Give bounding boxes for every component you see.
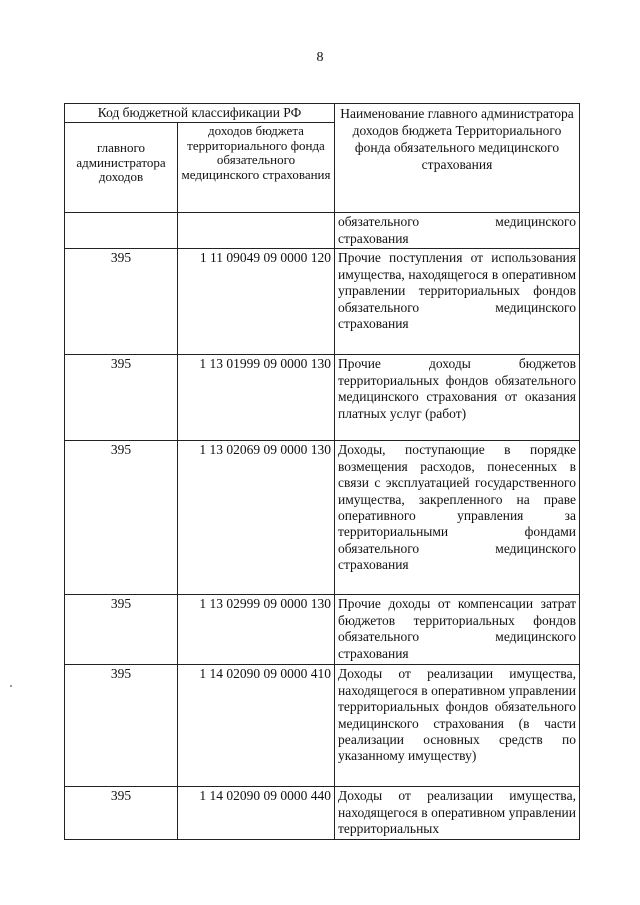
cell-admin-code: 395 [65, 249, 178, 355]
cell-income-name: Доходы, поступающие в порядке возмещения расходов, понесенных в связи с эксплуатацией государственного имущества, закрепленного на праве оперативного управления за территориальными фондами обязательного медицинского страхования [335, 441, 580, 595]
cell-income-code: 1 14 02090 09 0000 440 [178, 787, 335, 839]
cell-income-code: 1 13 01999 09 0000 130 [178, 355, 335, 441]
cell-income-name: обязательного медицинского страхования [335, 213, 580, 249]
header-col-admin: главного администратора доходов [65, 123, 178, 213]
table-row [65, 249, 580, 355]
budget-classification-table [64, 103, 580, 840]
cell-admin-code [65, 213, 178, 249]
cell-income-code [178, 213, 335, 249]
cell-admin-code: 395 [65, 355, 178, 441]
cell-income-name: Доходы от реализации имущества, находящегося в оперативном управлении территориальных фондов обязательного медицинского страхования (в части реализации основных средств по указанному имуществу) [335, 665, 580, 787]
header-row-top [65, 104, 580, 123]
page-number: 8 [316, 50, 324, 65]
scan-speck [10, 685, 12, 687]
header-admin-name: Наименование главного администратора доходов бюджета Территориального фонда обязательного медицинского страхования [335, 104, 580, 213]
table-row [65, 787, 580, 839]
cell-admin-code: 395 [65, 787, 178, 839]
cell-admin-code: 395 [65, 595, 178, 665]
table-row [65, 665, 580, 787]
cell-income-code: 1 11 09049 09 0000 120 [178, 249, 335, 355]
table-row [65, 355, 580, 441]
table-row [65, 213, 580, 249]
header-col-income: доходов бюджета территориального фонда обязательного медицинского страхования [178, 123, 335, 213]
table-row [65, 595, 580, 665]
cell-admin-code: 395 [65, 665, 178, 787]
cell-income-code: 1 14 02090 09 0000 410 [178, 665, 335, 787]
header-group-title: Код бюджетной классификации РФ [65, 104, 335, 123]
cell-income-name: Доходы от реализации имущества, находящегося в оперативном управлении территориальных [335, 787, 580, 839]
cell-income-name: Прочие доходы от компенсации затрат бюджетов территориальных фондов обязательного медицинского страхования [335, 595, 580, 665]
table-row [65, 441, 580, 595]
cell-income-name: Прочие доходы бюджетов территориальных фондов обязательного медицинского страхования от оказания платных услуг (работ) [335, 355, 580, 441]
cell-income-name: Прочие поступления от использования имущества, находящегося в оперативном управлении территориальных фондов обязательного медицинского страхования [335, 249, 580, 355]
cell-income-code: 1 13 02069 09 0000 130 [178, 441, 335, 595]
cell-income-code: 1 13 02999 09 0000 130 [178, 595, 335, 665]
cell-admin-code: 395 [65, 441, 178, 595]
